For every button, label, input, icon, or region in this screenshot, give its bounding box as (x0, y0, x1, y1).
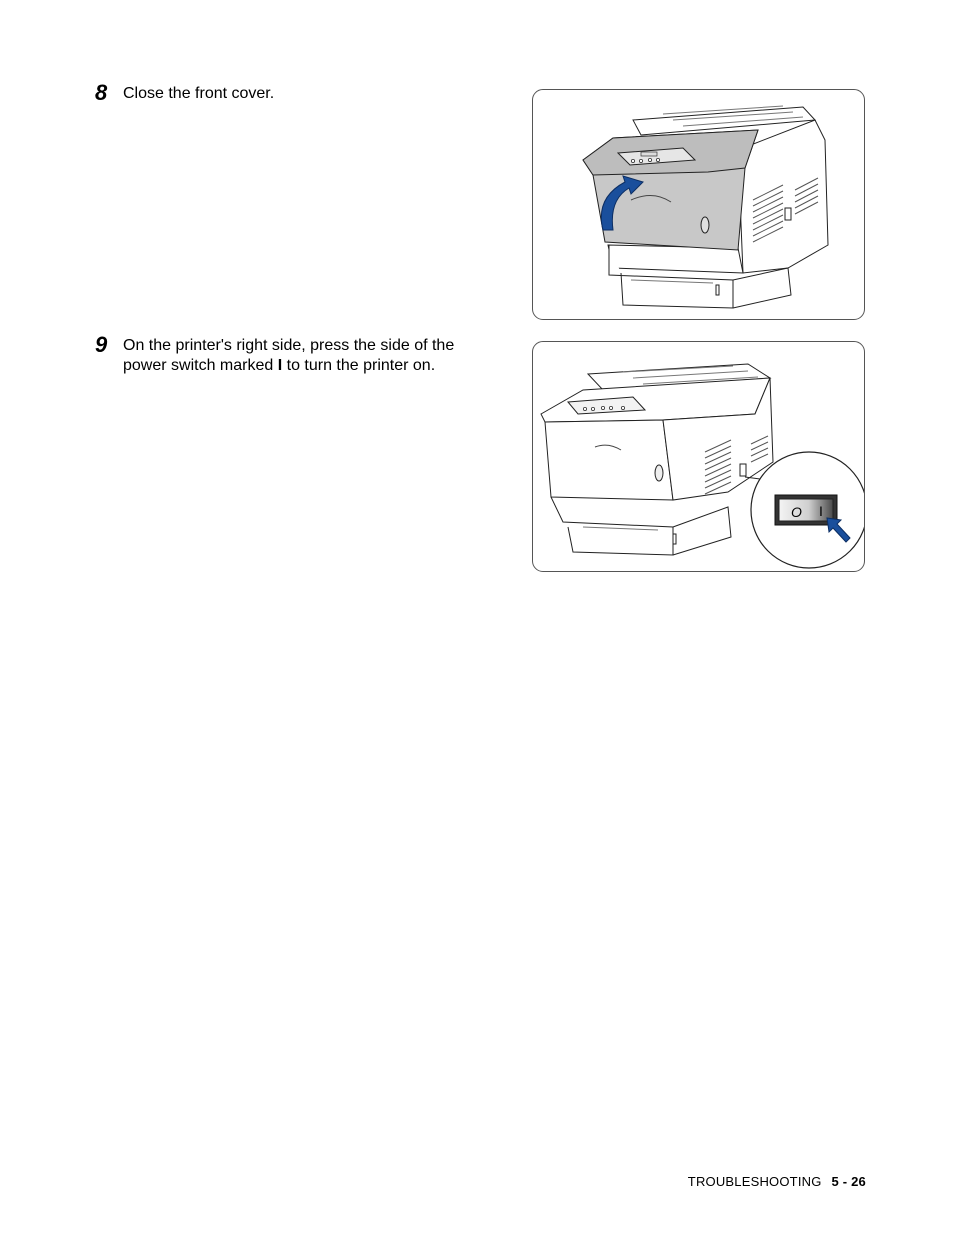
step-text-part: to turn the printer on. (282, 357, 436, 374)
close-front-cover-figure (532, 89, 865, 320)
power-on-mark: I (277, 357, 283, 374)
switch-off-mark: O (791, 504, 802, 520)
page-number: 5 - 26 (831, 1174, 866, 1189)
step-text (123, 336, 493, 376)
printer-power-illustration (533, 342, 864, 571)
switch-on-mark: I (819, 503, 823, 519)
printer-cover-illustration (533, 90, 864, 319)
footer-section: TROUBLESHOOTING (687, 1174, 822, 1189)
step-number: 9 (95, 332, 108, 357)
step-text: Close the front cover. (123, 85, 275, 102)
step-text-part: On the printer's right side, press the side of the power switch marked (123, 337, 455, 374)
power-switch-figure (532, 341, 865, 572)
page-footer (688, 1174, 866, 1189)
step-number: 8 (95, 80, 108, 105)
